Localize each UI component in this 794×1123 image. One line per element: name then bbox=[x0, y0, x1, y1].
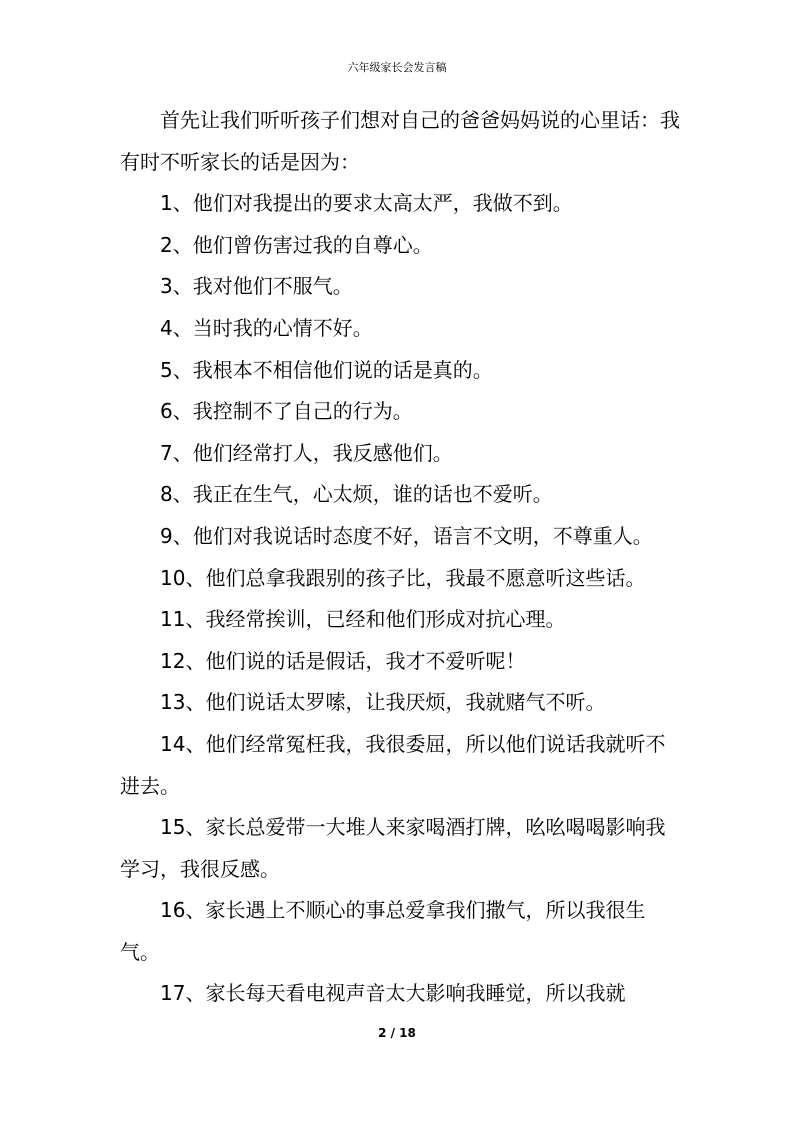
list-item: 7、他们经常打人，我反感他们。 bbox=[160, 440, 453, 465]
page-number: 2 / 18 bbox=[378, 1026, 416, 1040]
page-header-title: 六年级家长会发言稿 bbox=[347, 61, 447, 74]
document-body bbox=[120, 100, 680, 1015]
list-item: 15、家长总爱带一大堆人来家喝酒打牌，吆吆喝喝影响我学习，我很反感。 bbox=[120, 815, 666, 881]
list-item: 16、家长遇上不顺心的事总爱拿我们撒气，所以我很生气。 bbox=[120, 898, 646, 964]
list-item: 5、我根本不相信他们说的话是真的。 bbox=[160, 357, 493, 382]
list-item: 17、家长每天看电视声音太大影响我睡觉，所以我就 bbox=[160, 981, 626, 1006]
list-item: 4、当时我的心情不好。 bbox=[160, 315, 373, 340]
list-item: 10、他们总拿我跟别的孩子比，我最不愿意听这些话。 bbox=[160, 565, 646, 590]
list-item: 3、我对他们不服气。 bbox=[160, 274, 353, 299]
list-item: 1、他们对我提出的要求太高太严，我做不到。 bbox=[160, 191, 573, 216]
list-item: 6、我控制不了自己的行为。 bbox=[160, 399, 413, 424]
list-item: 12、他们说的话是假话，我才不爱听呢！ bbox=[160, 648, 526, 673]
list-item: 11、我经常挨训，已经和他们形成对抗心理。 bbox=[160, 607, 566, 632]
list-item: 9、他们对我说话时态度不好，语言不文明，不尊重人。 bbox=[160, 523, 653, 548]
list-item: 2、他们曾伤害过我的自尊心。 bbox=[160, 232, 433, 257]
intro-paragraph: 首先让我们听听孩子们想对自己的爸爸妈妈说的心里话：我有时不听家长的话是因为： bbox=[120, 108, 680, 174]
list-item: 13、他们说话太罗嗦，让我厌烦，我就赌气不听。 bbox=[160, 690, 606, 715]
list-item: 14、他们经常冤枉我，我很委屈，所以他们说话我就听不进去。 bbox=[120, 731, 666, 798]
list-item: 8、我正在生气，心太烦，谁的话也不爱听。 bbox=[160, 482, 553, 507]
